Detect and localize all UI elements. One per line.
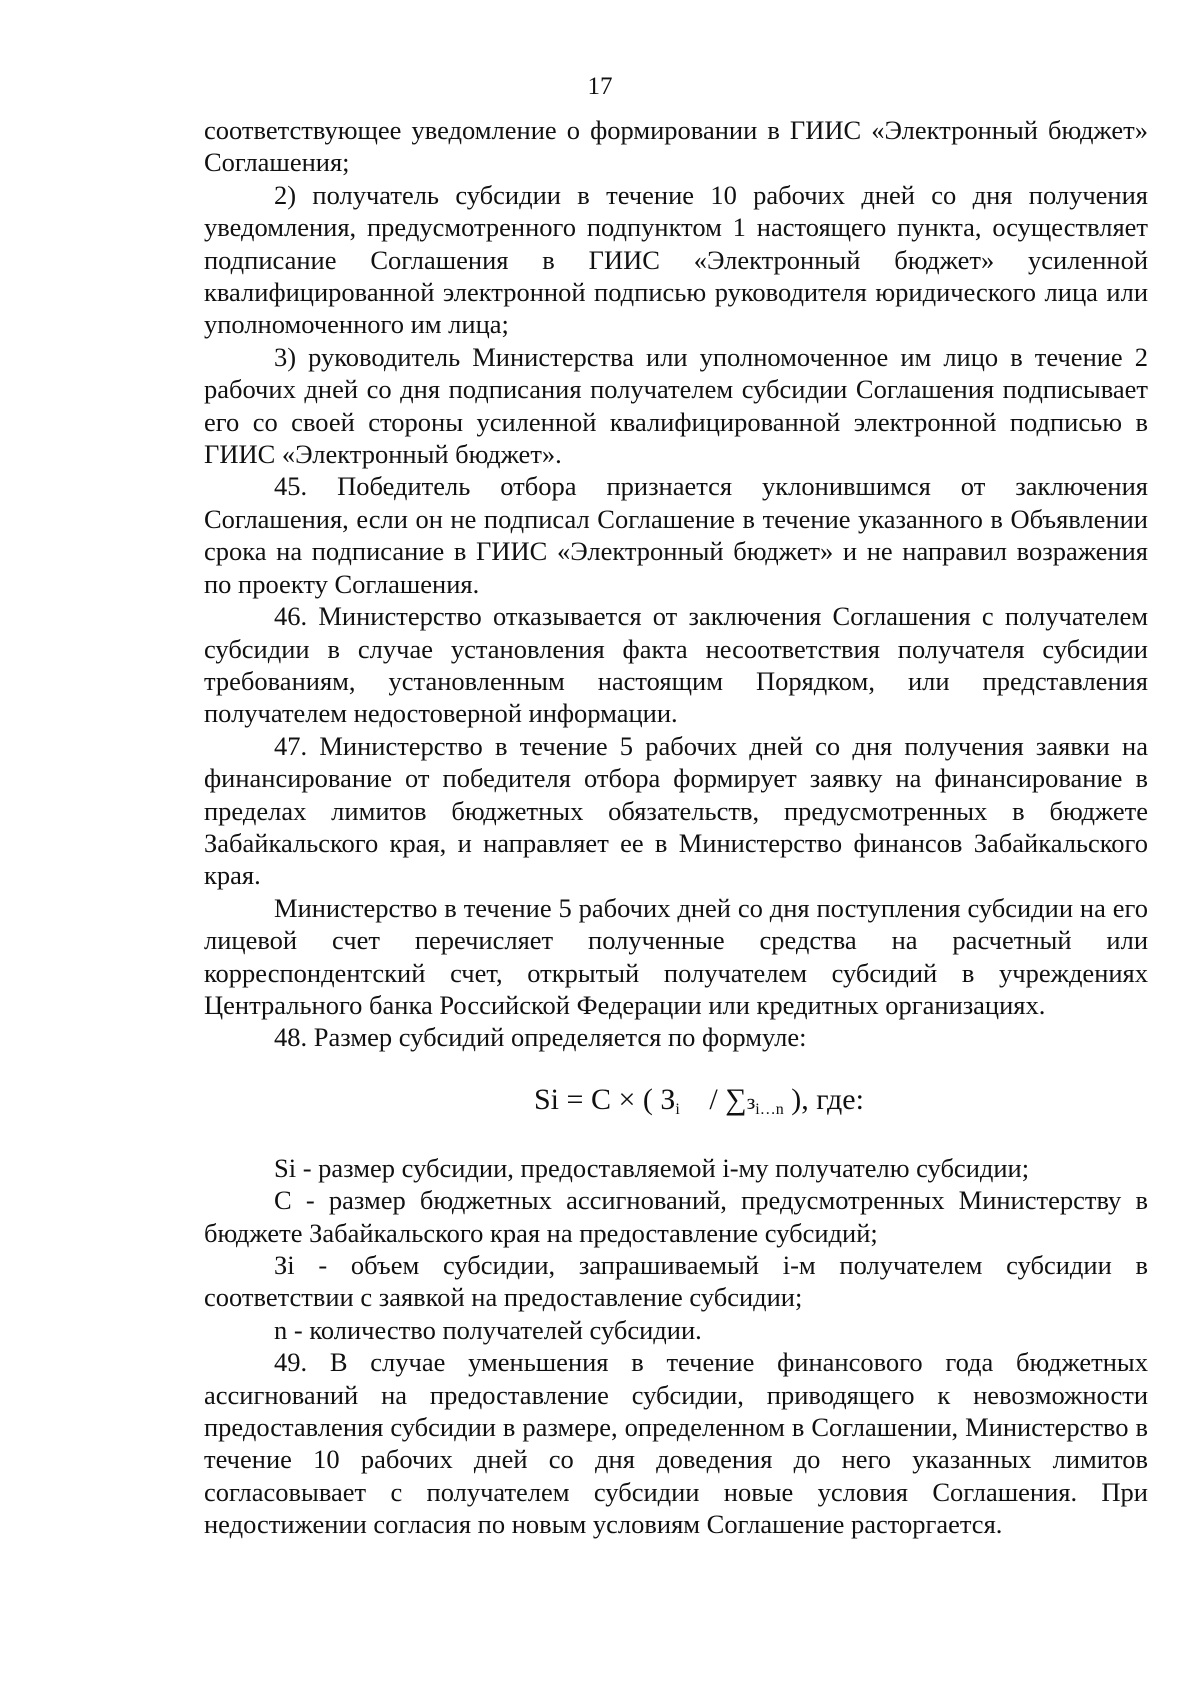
formula-subscript-i: i bbox=[675, 1100, 680, 1118]
paragraph-continuation: соответствующее уведомление о формировании в ГИИС «Электронный бюджет» Соглашения; bbox=[204, 115, 1148, 178]
paragraph-subitem-3: 3) руководитель Министерства или уполномоченное им лицо в течение 2 рабочих дней со дня подписания получателем субсидии Соглашения подписывает его со своей стороны усиленной квалифицированной электронной подписью в ГИИС «Электронный бюджет». bbox=[204, 341, 1148, 470]
paragraph-46: 46. Министерство отказывается от заключения Соглашения с получателем субсидии в случае установления факта несоответствия получателя субсидии требованиям, установленным настоящим Порядком, или представления получателем недостоверной информации. bbox=[204, 601, 1148, 729]
formula-sum: / ∑ bbox=[701, 1082, 747, 1116]
paragraph-45: 45. Победитель отбора признается уклонившимся от заключения Соглашения, если он не подписал Соглашение в течение указанного в Объявлении срока на подписание в ГИИС «Электронный бюджет» и не направил возражения по проекту Соглашения. bbox=[204, 471, 1148, 599]
paragraph-47: 47. Министерство в течение 5 рабочих дней со дня получения заявки на финансирование от победителя отбора формирует заявку на финансирование в пределах лимитов бюджетных обязательств, предусмотренных в бюджете Забайкальского края, и направляет ее в Министерство финансов Забайкальского края. bbox=[204, 730, 1148, 891]
paragraph-49: 49. В случае уменьшения в течение финансового года бюджетных ассигнований на предоставление субсидии, приводящего к невозможности предоставления субсидии в размере, определенном в Соглашении, Министерство в течение 10 рабочих дней со дня доведения до него указанных лимитов согласовывает с получателем субсидии новые условия Соглашения. При недостижении согласия по новым условиям Соглашение расторгается. bbox=[204, 1347, 1148, 1540]
paragraph-48: 48. Размер субсидий определяется по формуле: bbox=[274, 1022, 807, 1053]
page-number: 17 bbox=[587, 73, 613, 100]
document-body bbox=[204, 114, 1148, 1541]
definition-si: Si - размер субсидии, предоставляемой i-му получателю субсидии; bbox=[274, 1152, 1030, 1183]
paragraph-47-continued: Министерство в течение 5 рабочих дней со дня поступления субсидии на его лицевой счет перечисляет полученные средства на расчетный или корреспондентский счет, открытый получателем субсидий в учреждениях Центрального банка Российской Федерации или кредитных организациях. bbox=[204, 892, 1148, 1020]
definition-n: n - количество получателей субсидии. bbox=[274, 1314, 702, 1345]
formula-subscript-range: i…n bbox=[755, 1100, 784, 1118]
subsidy-formula bbox=[204, 1080, 1148, 1130]
formula-z-small: з bbox=[746, 1088, 756, 1114]
formula-tail: ), где: bbox=[783, 1082, 864, 1116]
definition-c: C - размер бюджетных ассигнований, предусмотренных Министерству в бюджете Забайкальского края на предоставление субсидий; bbox=[204, 1185, 1148, 1248]
paragraph-subitem-2: 2) получатель субсидии в течение 10 рабочих дней со дня получения уведомления, предусмотренного подпунктом 1 настоящего пункта, осуществляет подписание Соглашения в ГИИС «Электронный бюджет» усиленной квалифицированной электронной подписью руководителя юридического лица или уполномоченного им лица; bbox=[204, 179, 1148, 340]
formula-lhs: Si = C × ( З bbox=[534, 1082, 676, 1116]
definition-zi: Зi - объем субсидии, запрашиваемый i-м получателем субсидии в соответствии с заявкой на предоставление субсидии; bbox=[204, 1250, 1148, 1313]
